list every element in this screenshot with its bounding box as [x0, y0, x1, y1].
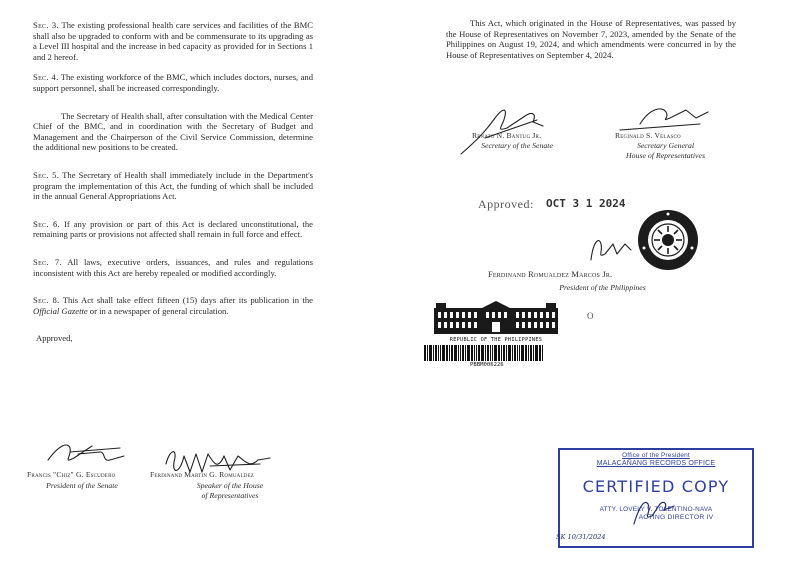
stamp-records-office: MALACAÑANG RECORDS OFFICE: [596, 460, 716, 467]
section-label: Sec. 4.: [33, 72, 59, 83]
presidential-seal-icon: [636, 208, 700, 272]
section-text-after: or in a newspaper of general circulation.: [87, 305, 229, 316]
senate-secretary-title: Secretary of the Senate: [481, 141, 553, 150]
section-4-paragraph-2: [33, 111, 313, 153]
left-column: [33, 20, 313, 344]
speaker-title-line2: of Representatives: [201, 490, 259, 500]
stamp-certified-copy: CERTIFIED COPY: [582, 477, 730, 496]
speaker-title: [170, 481, 290, 500]
senate-president-title: President of the Senate: [46, 481, 118, 490]
speaker-name: Ferdinand Martin G. Romualdez: [150, 470, 255, 479]
section-text: The Secretary of Health shall, after consultation with the Medical Center Chief of the BMC, and in coordination with the Secretary of Budget and Management and the Chairperson of the Civil Service Commission, determine the additional new positions to be created.: [33, 110, 313, 153]
approved-date: OCT 3 1 2024: [546, 197, 626, 210]
approved-label-left: Approved,: [36, 333, 73, 344]
origin-paragraph: This Act, which originated in the House of Representatives, was passed by the House of Representatives on November 7, 2023, amended by the Senate of the Philippines on August 19, 2024, and which amendments were concurred in by the House of Representatives on September 4, 2024.: [446, 18, 736, 60]
house-secretary-title: [603, 141, 728, 160]
approved-label-right: Approved:: [478, 197, 534, 211]
section-6: [33, 219, 313, 240]
section-text: All laws, executive orders, issuances, and rules and regulations inconsistent with this Act are hereby repealed or modified accordingly.: [33, 256, 313, 278]
stamp-officer-name: ATTY. LOVELY V. TOLENTINO-NAVA: [599, 506, 713, 513]
stamp-handwritten-date: SK 10/31/2024: [556, 533, 606, 541]
section-text: The existing professional health care services and facilities of the BMC shall also be upgraded to conform with and be commensurate to its upgrading as a Level III hospital and the increase in bed capacity as provided for in Sections 1 and 2 hereof.: [33, 20, 313, 62]
mark-o: O: [587, 311, 594, 321]
house-secretary-title-line1: Secretary General: [636, 141, 695, 150]
stamp-officer-position: ACTING DIRECTOR IV: [638, 514, 714, 521]
section-8: [33, 295, 313, 316]
president-signature: [583, 230, 643, 270]
section-3: [33, 20, 313, 62]
president-name: Ferdinand Romualdez Marcos Jr.: [488, 270, 613, 279]
section-text: If any provision or part of this Act is declared unconstitutional, the remaining parts or provisions not affected shall remain in full force and effect.: [33, 218, 313, 240]
section-label: Sec. 7.: [33, 256, 62, 267]
section-4: [33, 72, 313, 93]
barcode-id: PBBM006226: [470, 362, 504, 368]
stamp-signature: [628, 490, 680, 530]
senate-secretary-name: Renato N. Bantug Jr.: [472, 131, 542, 140]
senate-president-signature: [40, 438, 130, 470]
section-label: Sec. 8.: [33, 295, 60, 306]
malacanang-palace-icon: [432, 300, 560, 338]
senate-president-name: Francis "Chiz" G. Escudero: [27, 470, 116, 479]
section-7: [33, 257, 313, 278]
section-text: The Secretary of Health shall immediately include in the Department's program the implementation of this Act, the funding of which shall be included in the annual General Appropriations Act.: [33, 169, 313, 202]
stamp-office: Office of the President: [622, 452, 690, 459]
section-5: [33, 170, 313, 202]
house-secretary-title-line2: House of Representatives: [626, 150, 705, 160]
house-secretary-name: Reginald S. Velasco: [615, 131, 681, 140]
document-barcode: [424, 345, 570, 361]
speaker-title-line1: Speaker of the House: [196, 481, 264, 490]
section-text: The existing workforce of the BMC, which includes doctors, nurses, and support personnel, shall be increased correspondingly.: [33, 72, 313, 93]
section-label: Sec. 3.: [33, 20, 59, 30]
section-label: Sec. 6.: [33, 218, 61, 229]
palace-caption: REPUBLIC OF THE PHILIPPINES: [449, 337, 543, 343]
section-text-before: This Act shall take effect fifteen (15) days after its publication in the: [62, 295, 313, 306]
official-gazette: Official Gazette: [33, 305, 88, 316]
president-title: President of the Philippines: [559, 283, 646, 292]
section-label: Sec. 5.: [33, 169, 60, 180]
